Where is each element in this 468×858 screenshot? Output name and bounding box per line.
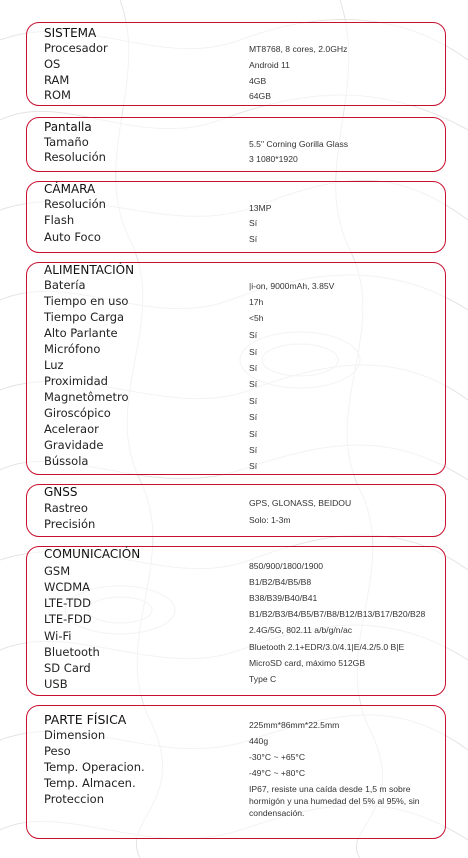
- section-title: Pantalla: [44, 120, 92, 134]
- section-title: SISTEMA: [44, 26, 97, 40]
- section-title: PARTE FÍSICA: [44, 712, 127, 727]
- section-pantalla: [26, 117, 446, 172]
- row-label: GSM: [44, 564, 71, 578]
- row-label: Tamaño: [44, 135, 89, 149]
- row-label: LTE-FDD: [44, 612, 92, 626]
- row-value: MicroSD card, máximo 512GB: [249, 658, 366, 668]
- row-value: Sí: [249, 461, 258, 471]
- row-label: Tiempo Carga: [44, 310, 125, 324]
- row-label: Gravidade: [44, 438, 104, 452]
- row-label: Procesador: [44, 41, 108, 55]
- row-label: ROM: [44, 88, 71, 102]
- row-value: Sí: [249, 347, 258, 357]
- row-value: Bluetooth 2.1+EDR/3.0/4.1|E/4.2/5.0 B|E: [249, 642, 405, 652]
- row-label: Temp. Almacen.: [44, 776, 136, 790]
- row-value: Sí: [249, 429, 258, 439]
- row-value: |i-on, 9000mAh, 3.85V: [249, 281, 335, 291]
- row-value: B1/B2/B3/B4/B5/B7/B8/B12/B13/B17/B20/B28: [249, 609, 426, 619]
- row-label: Rastreo: [44, 501, 88, 515]
- row-label: Alto Parlante: [44, 326, 118, 340]
- row-value: 17h: [249, 297, 264, 307]
- row-value: 225mm*86mm*22.5mm: [249, 720, 340, 730]
- row-label: RAM: [44, 73, 70, 87]
- row-value: 440g: [249, 736, 269, 746]
- row-value: -49°C ~ +80°C: [249, 768, 306, 778]
- row-label: Proteccion: [44, 792, 104, 806]
- row-value: 3 1080*1920: [249, 154, 298, 164]
- row-label: Precisión: [44, 517, 96, 531]
- row-label: Bluetooth: [44, 645, 100, 659]
- row-value: Sí: [249, 396, 258, 406]
- row-value: Sí: [249, 445, 258, 455]
- row-label: Wi-Fi: [44, 629, 72, 643]
- row-label: Tiempo en uso: [44, 294, 129, 308]
- row-label: SD Card: [44, 661, 91, 675]
- row-label: Resolución: [44, 150, 106, 164]
- section-title: CÁMARA: [44, 182, 96, 196]
- row-value: Android 11: [249, 60, 290, 70]
- row-label: Luz: [44, 358, 64, 372]
- row-value: MT8768, 8 cores, 2.0GHz: [249, 44, 348, 54]
- row-label: Aceleraor: [44, 422, 99, 436]
- row-value: <5h: [249, 313, 264, 323]
- section-sistema: [26, 22, 446, 106]
- row-label: Batería: [44, 278, 86, 292]
- row-value: -30°C ~ +65°C: [249, 752, 306, 762]
- row-value: 5.5" Corning Gorilla Glass: [249, 139, 349, 149]
- row-label: Magnetômetro: [44, 390, 129, 404]
- row-value: 64GB: [249, 91, 271, 101]
- section-alimentacion: [26, 262, 446, 475]
- row-value: Sí: [249, 379, 258, 389]
- row-value: 850/900/1800/1900: [249, 561, 324, 571]
- row-value: Sí: [249, 363, 258, 373]
- row-value: 4GB: [249, 76, 267, 86]
- row-value: 2.4G/5G, 802.11 a/b/g/n/ac: [249, 625, 353, 635]
- row-label: Bússola: [44, 454, 89, 468]
- section-gnss: [26, 484, 446, 537]
- row-value: Sí: [249, 330, 258, 340]
- section-comunicacion: [26, 546, 446, 696]
- section-camara: [26, 181, 446, 253]
- section-parte-fisica: [26, 705, 446, 839]
- row-value: Solo: 1-3m: [249, 515, 291, 525]
- row-label: LTE-TDD: [44, 596, 91, 610]
- row-value: Sí: [249, 412, 258, 422]
- section-title: ALIMENTACIÓN: [44, 263, 135, 277]
- row-value: GPS, GLONASS, BEIDOU: [249, 498, 352, 508]
- row-label: Micrófono: [44, 342, 101, 356]
- row-label: Resolución: [44, 197, 106, 211]
- row-value: Type C: [249, 674, 277, 684]
- row-label: Temp. Operacion.: [44, 760, 145, 774]
- row-label: Dimension: [44, 728, 106, 742]
- row-value: B38/B39/B40/B41: [249, 593, 318, 603]
- row-label: Peso: [44, 744, 71, 758]
- row-label: Flash: [44, 213, 75, 227]
- row-label: OS: [44, 57, 61, 71]
- row-label: Proximidad: [44, 374, 108, 388]
- row-value: B1/B2/B4/B5/B8: [249, 577, 312, 587]
- row-value: Sí: [249, 234, 258, 244]
- section-title: COMUNICACIÓN: [44, 547, 141, 561]
- row-value: IP67, resiste una caída desde 1,5 m sobre hormigón y una humedad del 5% al 95%, sin condensación.: [249, 784, 420, 818]
- row-value: Sí: [249, 218, 258, 228]
- row-label: WCDMA: [44, 580, 91, 594]
- row-value: 13MP: [249, 203, 272, 213]
- row-label: Auto Foco: [44, 230, 101, 244]
- row-label: Giroscópico: [44, 406, 111, 420]
- section-title: GNSS: [44, 485, 78, 499]
- row-label: USB: [44, 677, 68, 691]
